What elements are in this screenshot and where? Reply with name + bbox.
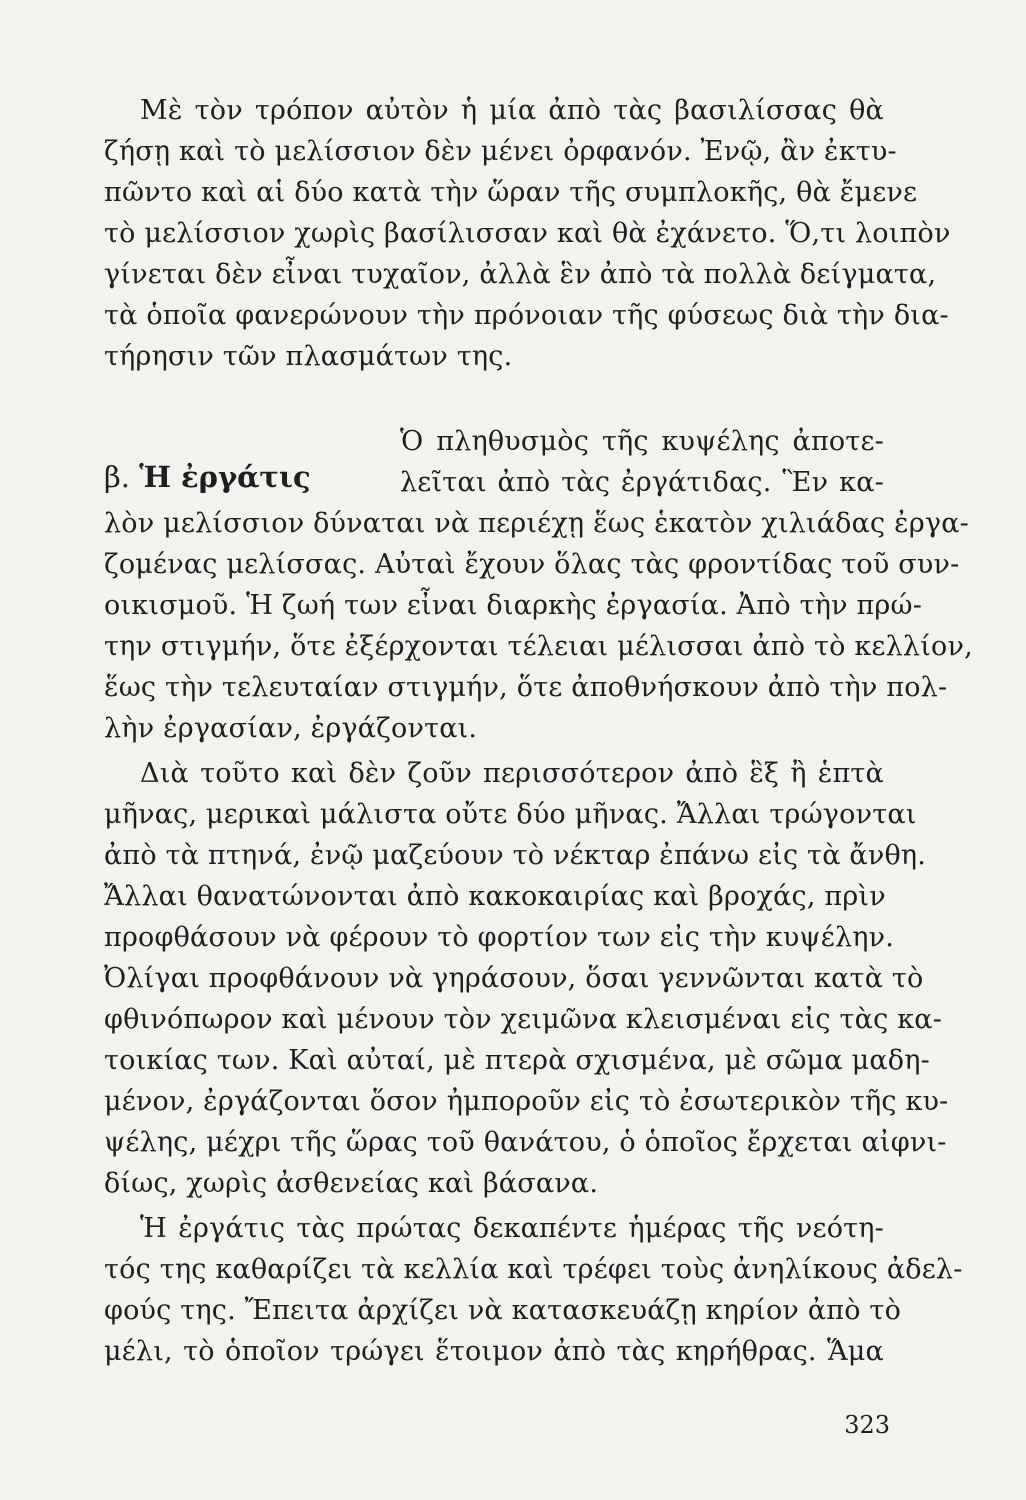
text-line: Διὰ τοῦτο καὶ δὲν ζοῦν περισσότερον ἀπὸ ἓξ ἢ ἑπτὰ: [140, 758, 884, 789]
text-line: τὰ ὁποῖα φανερώνουν τὴν πρόνοιαν τῆς φύσεως διὰ τὴν δια-: [104, 300, 949, 331]
text-line: Ὀλίγαι προφθάνουν νὰ γηράσουν, ὅσαι γεννῶνται κατὰ τὸ: [104, 963, 924, 994]
text-line: τοικίας των. Καὶ αὐταί, μὲ πτερὰ σχισμένα, μὲ σῶμα μαδη-: [104, 1045, 930, 1076]
text-line: Ἡ ἐργάτις τὰς πρώτας δεκαπέντε ἡμέρας τῆς νεότη-: [140, 1213, 884, 1244]
text-line: ψέλης, μέχρι τῆς ὥρας τοῦ θανάτου, ὁ ὁποῖος ἔρχεται αἰφνι-: [104, 1127, 947, 1158]
text-line: μῆνας, μερικαὶ μάλιστα οὔτε δύο μῆνας. Ἄλλαι τρώγονται: [104, 799, 917, 830]
text-line: πῶντο καὶ αἱ δύο κατὰ τὴν ὥραν τῆς συμπλοκῆς, θὰ ἔμενε: [104, 177, 918, 208]
text-line: δίως, χωρὶς ἀσθενείας καὶ βάσανα.: [104, 1168, 599, 1199]
text-line: την στιγμήν, ὅτε ἐξέρχονται τέλειαι μέλισσαι ἀπὸ τὸ κελλίον,: [104, 631, 973, 662]
text-line: προφθάσουν νὰ φέρουν τὸ φορτίον των εἰς τὴν κυψέλην.: [104, 922, 895, 953]
section-title: Ἡ ἐργάτις: [139, 460, 311, 494]
text-line: οικισμοῦ. Ἡ ζωή των εἶναι διαρκὴς ἐργασία. Ἀπὸ τὴν πρώ-: [104, 590, 923, 621]
text-line: λὸν μελίσσιον δύναται νὰ περιέχῃ ἕως ἑκατὸν χιλιάδας ἐργα-: [104, 508, 970, 539]
text-line: λεῖται ἀπὸ τὰς ἐργάτιδας. Ἓν κα-: [400, 467, 884, 498]
text-line: ἀπὸ τὰ πτηνά, ἐνῷ μαζεύουν τὸ νέκταρ ἐπάνω εἰς τὰ ἄνθη.: [104, 840, 927, 871]
text-line: φούς της. Ἔπειτα ἀρχίζει νὰ κατασκευάζῃ κηρίον ἀπὸ τὸ: [104, 1295, 902, 1326]
text-line: ζομένας μελίσσας. Αὐταὶ ἔχουν ὅλας τὰς φροντίδας τοῦ συν-: [104, 549, 960, 580]
text-line: λὴν ἐργασίαν, ἐργάζονται.: [104, 713, 478, 744]
page-number: 323: [844, 1411, 890, 1439]
text-line: μέλι, τὸ ὁποῖον τρώγει ἕτοιμον ἀπὸ τὰς κηρήθρας. Ἅμα: [104, 1336, 884, 1367]
text-line: Μὲ τὸν τρόπον αὐτὸν ἡ μία ἀπὸ τὰς βασιλίσσας θὰ: [140, 95, 884, 126]
text-line: φθινόπωρον καὶ μένουν τὸν χειμῶνα κλεισμέναι εἰς τὰς κα-: [104, 1004, 943, 1035]
text-line: Ἄλλαι θανατώνονται ἀπὸ κακοκαιρίας καὶ βροχάς, πρὶν: [104, 881, 886, 912]
text-line: τὸ μελίσσιον χωρὶς βασίλισσαν καὶ θὰ ἐχάνετο. Ὅ,τι λοιπὸν: [104, 218, 951, 249]
text-line: γίνεται δὲν εἶναι τυχαῖον, ἀλλὰ ἓν ἀπὸ τὰ πολλὰ δείγματα,: [104, 259, 937, 290]
section-heading: [104, 460, 311, 494]
text-line: ζήσῃ καὶ τὸ μελίσσιον δὲν μένει ὀρφανόν. Ἐνῷ, ἂν ἐκτυ-: [104, 136, 897, 167]
section-marker: β.: [104, 460, 130, 494]
text-line: ἕως τὴν τελευταίαν στιγμήν, ὅτε ἀποθνήσκουν ἀπὸ τὴν πολ-: [104, 672, 948, 703]
text-line: τήρησιν τῶν πλασμάτων της.: [104, 341, 513, 372]
text-line: μένον, ἐργάζονται ὅσον ἠμποροῦν εἰς τὸ ἐσωτερικὸν τῆς κυ-: [104, 1086, 949, 1117]
text-line: Ὁ πληθυσμὸς τῆς κυψέλης ἀποτε-: [400, 426, 884, 457]
text-line: τός της καθαρίζει τὰ κελλία καὶ τρέφει τοὺς ἀνηλίκους ἀδελ-: [104, 1254, 963, 1285]
